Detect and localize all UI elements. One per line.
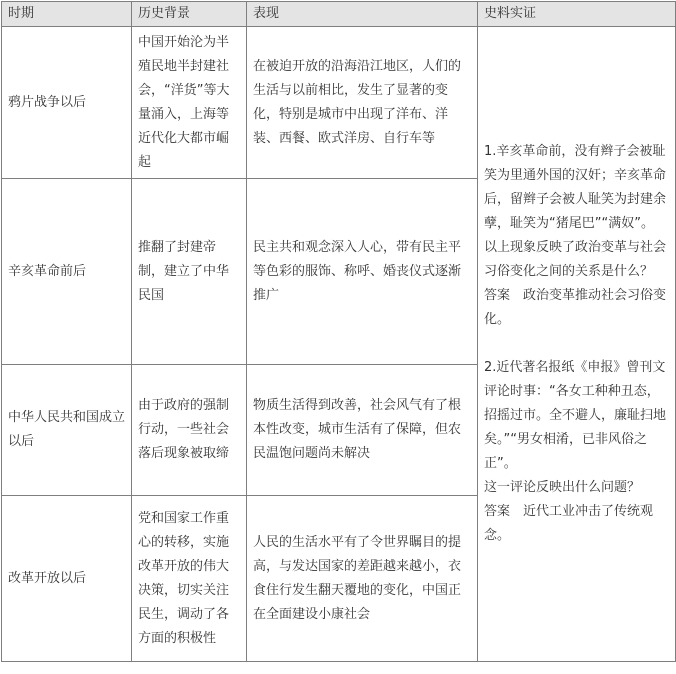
paragraph-gap [484, 332, 669, 356]
evidence-cell [478, 27, 676, 662]
period-cell: 改革开放以后 [2, 496, 132, 662]
evidence-q2-prompt: 这一评论反映出什么问题？ [484, 480, 641, 495]
header-period: 时期 [2, 2, 132, 27]
header-row [2, 2, 676, 27]
evidence-q1-answer: 答案 政治变革推动社会习俗变化。 [484, 288, 667, 327]
background-cell: 党和国家工作重心的转移，实施改革开放的伟大决策，切实关注民生，调动了各方面的积极性 [132, 496, 247, 662]
evidence-q2: 2.近代著名报纸《申报》曾刊文评论时事：“各女工种种丑态，招摇过市。全不避人，廉耻扫地矣。”“男女相淆，已非风俗之正”。 [484, 360, 667, 471]
background-cell: 由于政府的强制行动，一些社会落后现象被取缔 [132, 365, 247, 496]
manifestation-cell: 物质生活得到改善，社会风气有了根本性改变，城市生活有了保障，但农民温饱问题尚未解决 [247, 365, 478, 496]
table-row [2, 27, 676, 179]
header-evidence: 史料实证 [478, 2, 676, 27]
evidence-q2-answer: 答案 近代工业冲击了传统观念。 [484, 504, 654, 543]
history-table [1, 1, 676, 662]
header-background: 历史背景 [132, 2, 247, 27]
evidence-q1-prompt: 以上现象反映了政治变革与社会习俗变化之间的关系是什么？ [484, 240, 667, 279]
period-cell: 鸦片战争以后 [2, 27, 132, 179]
background-cell: 推翻了封建帝制，建立了中华民国 [132, 179, 247, 365]
manifestation-cell: 人民的生活水平有了令世界瞩目的提高，与发达国家的差距越来越小，衣食住行发生翻天覆地的变化，中国正在全面建设小康社会 [247, 496, 478, 662]
manifestation-cell: 在被迫开放的沿海沿江地区，人们的生活与以前相比，发生了显著的变化，特别是城市中出现了洋布、洋装、西餐、欧式洋房、自行车等 [247, 27, 478, 179]
evidence-q1: 1.辛亥革命前，没有辫子会被耻笑为里通外国的汉奸；辛亥革命后，留辫子会被人耻笑为封建余孽，耻笑为“猪尾巴”“满奴”。 [484, 144, 667, 231]
period-cell: 中华人民共和国成立以后 [2, 365, 132, 496]
background-cell: 中国开始沦为半殖民地半封建社会，“洋货”等大量涌入，上海等近代化大都市崛起 [132, 27, 247, 179]
header-manifestation: 表现 [247, 2, 478, 27]
period-cell: 辛亥革命前后 [2, 179, 132, 365]
manifestation-cell: 民主共和观念深入人心，带有民主平等色彩的服饰、称呼、婚丧仪式逐渐推广 [247, 179, 478, 365]
